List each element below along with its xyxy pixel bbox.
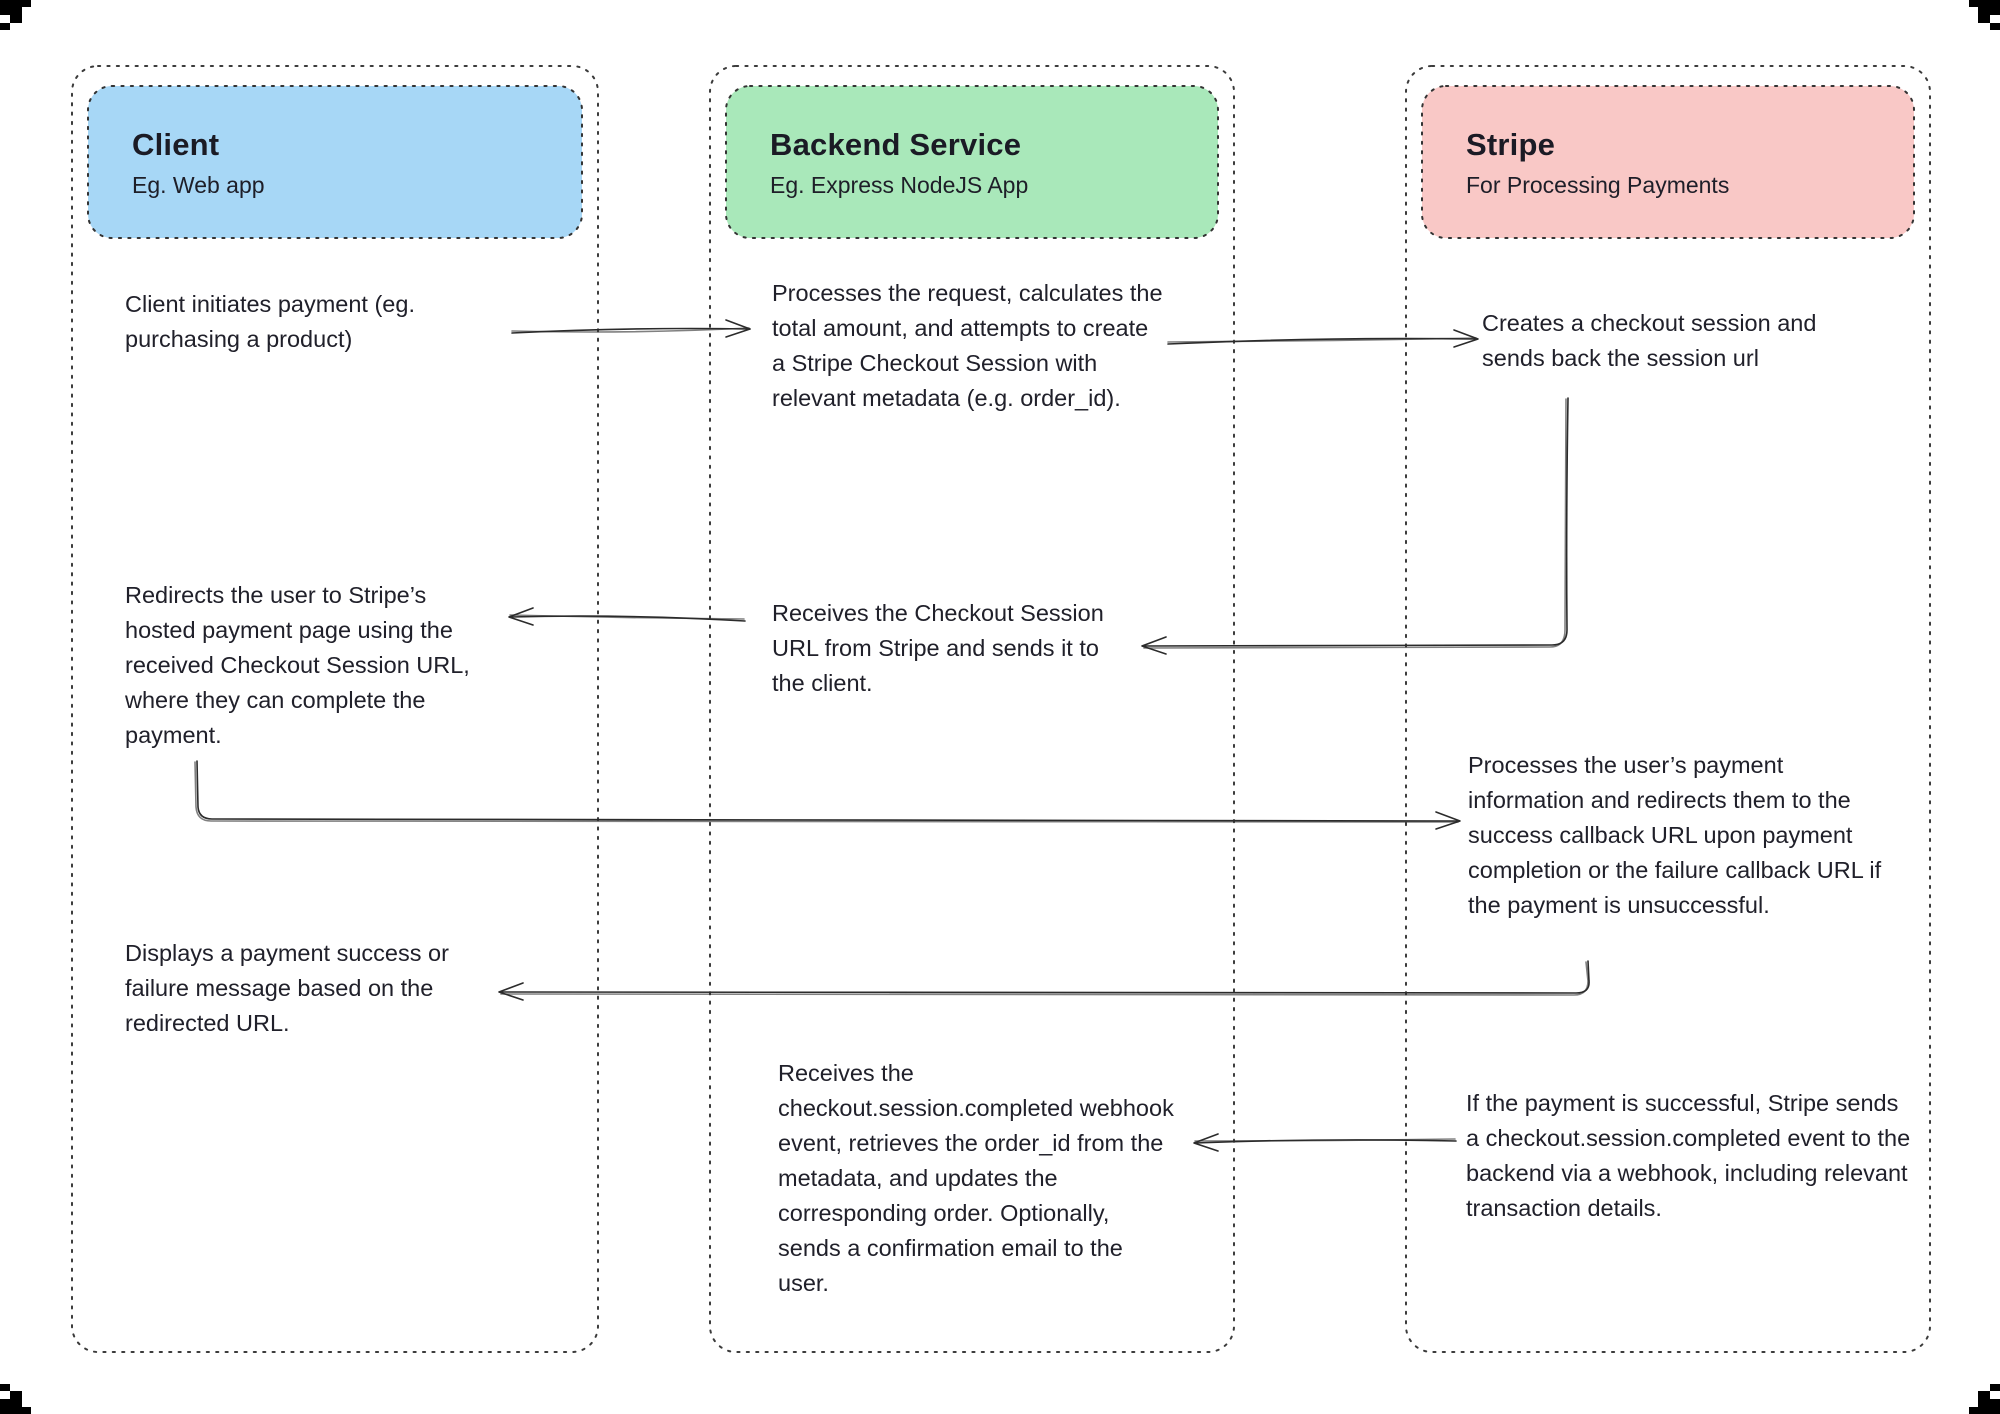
arrow-stripe-to-client-callback xyxy=(499,961,1589,1000)
arrow-client-to-stripe-payment xyxy=(195,761,1460,829)
note-stripe-sends-webhook: If the payment is successful, Stripe sends a checkout.session.completed event to the backend via a webhook, including relevant transaction details. xyxy=(1466,1090,1911,1221)
lane-header-stripe xyxy=(1422,86,1914,238)
note-client-displays-result: Displays a payment success or failure message based on the redirected URL. xyxy=(125,940,449,1036)
corner-pixel-decoration-bottom-right xyxy=(1969,1384,2000,1414)
lane-title-client: Client xyxy=(132,127,220,162)
corner-pixel-decoration-top-right xyxy=(1969,0,2000,30)
note-backend-receives-session-url: Receives the Checkout Session URL from Stripe and sends it to the client. xyxy=(772,600,1104,696)
lane-header-client xyxy=(88,86,582,238)
note-client-initiates-payment: Client initiates payment (eg. purchasing a product) xyxy=(125,291,415,352)
corner-pixel-decoration-top-left xyxy=(0,0,31,30)
note-backend-processes-request: Processes the request, calculates the total amount, and attempts to create a Stripe Checkout Session with relevant metadata (e.g. order_id). xyxy=(772,280,1163,411)
note-backend-receives-webhook: Receives the checkout.session.completed webhook event, retrieves the order_id from the metadata, and updates the corresponding order. Optionally, sends a confirmation email to the user. xyxy=(778,1060,1174,1296)
lane-title-stripe: Stripe xyxy=(1466,127,1556,162)
note-client-redirects-to-stripe: Redirects the user to Stripe’s hosted payment page using the received Checkout Session URL, where they can complete the payment. xyxy=(125,582,470,748)
arrow-client-to-backend xyxy=(512,320,750,337)
lane-title-backend: Backend Service xyxy=(770,127,1022,162)
note-stripe-creates-session: Creates a checkout session and sends back the session url xyxy=(1482,310,1817,371)
lane-subtitle-stripe: For Processing Payments xyxy=(1466,172,1730,198)
arrow-backend-to-stripe xyxy=(1168,330,1478,347)
note-stripe-processes-payment: Processes the user’s payment information and redirects them to the success callback URL upon payment completion or the failure callback URL if the payment is unsuccessful. xyxy=(1468,752,1882,918)
lane-subtitle-backend: Eg. Express NodeJS App xyxy=(770,172,1029,198)
lane-subtitle-client: Eg. Web app xyxy=(132,172,265,198)
corner-pixel-decoration-bottom-left xyxy=(0,1384,31,1414)
lane-header-backend xyxy=(726,86,1218,238)
arrow-stripe-to-backend-session-url xyxy=(1142,398,1568,654)
